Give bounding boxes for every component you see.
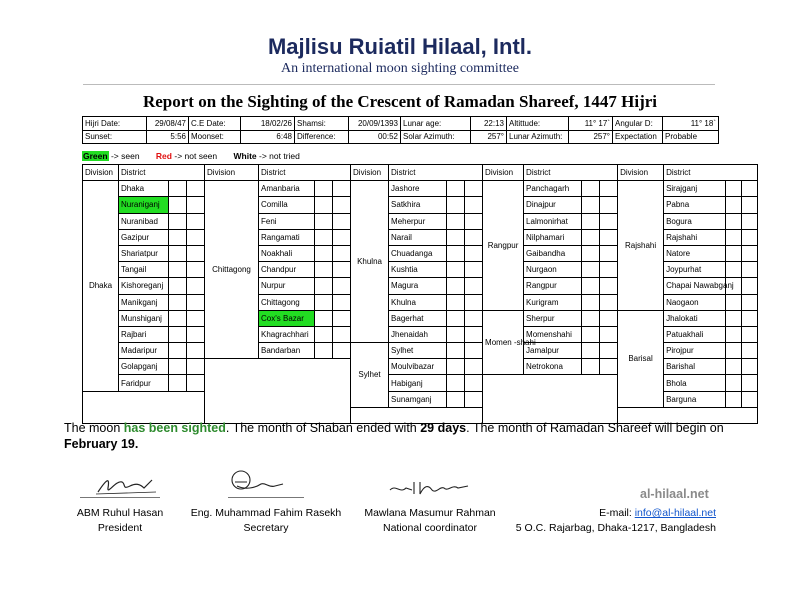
status-box bbox=[315, 343, 333, 359]
header-division: Division bbox=[351, 165, 389, 181]
lunar-age-label: Lunar age: bbox=[401, 117, 471, 131]
status-box bbox=[333, 310, 351, 326]
status-box bbox=[465, 375, 483, 391]
division-rangpur: Rangpur bbox=[483, 181, 524, 311]
status-box bbox=[742, 229, 758, 245]
status-box bbox=[447, 310, 465, 326]
result-statement bbox=[64, 420, 724, 452]
district-cell: Dhaka bbox=[119, 181, 169, 197]
status-box bbox=[582, 213, 600, 229]
status-box bbox=[742, 213, 758, 229]
status-box bbox=[169, 262, 187, 278]
status-box bbox=[582, 181, 600, 197]
status-box bbox=[742, 375, 758, 391]
status-box bbox=[169, 229, 187, 245]
status-box bbox=[742, 278, 758, 294]
status-box bbox=[169, 278, 187, 294]
status-box bbox=[726, 343, 742, 359]
status-box bbox=[187, 229, 205, 245]
legend-red: Red bbox=[155, 151, 172, 161]
status-box bbox=[315, 197, 333, 213]
district-cell: Kurigram bbox=[524, 294, 582, 310]
status-box bbox=[187, 197, 205, 213]
district-cell: Kishoreganj bbox=[119, 278, 169, 294]
status-box bbox=[742, 326, 758, 342]
status-box bbox=[582, 197, 600, 213]
district-cell: Jhenaidah bbox=[389, 326, 447, 342]
status-box bbox=[582, 245, 600, 261]
status-box bbox=[447, 359, 465, 375]
district-cell: Golapganj bbox=[119, 359, 169, 375]
district-cell: Shariatpur bbox=[119, 245, 169, 261]
ce-date-label: C.E Date: bbox=[189, 117, 241, 131]
status-box bbox=[447, 375, 465, 391]
status-box bbox=[742, 359, 758, 375]
email-line bbox=[480, 506, 716, 521]
lunar-azimuth-value: 257° bbox=[569, 130, 613, 144]
status-box bbox=[726, 391, 742, 407]
division-chittagong: Chittagong bbox=[205, 181, 259, 359]
district-cell: Bogura bbox=[664, 213, 726, 229]
district-cell: Dinajpur bbox=[524, 197, 582, 213]
status-box bbox=[465, 262, 483, 278]
hijri-date-label: Hijri Date: bbox=[83, 117, 147, 131]
status-box bbox=[447, 213, 465, 229]
district-cell: Faridpur bbox=[119, 375, 169, 391]
district-cell: Pabna bbox=[664, 197, 726, 213]
district-cell: Chittagong bbox=[259, 294, 315, 310]
legend-white: White bbox=[233, 151, 257, 161]
status-box bbox=[600, 213, 618, 229]
status-box bbox=[465, 278, 483, 294]
sunset-value: 5:56 bbox=[147, 130, 189, 144]
info-row-1 bbox=[83, 117, 719, 131]
status-box bbox=[315, 213, 333, 229]
status-box bbox=[600, 229, 618, 245]
status-box bbox=[726, 229, 742, 245]
status-box bbox=[447, 391, 465, 407]
status-box bbox=[600, 294, 618, 310]
result-date: February 19 bbox=[64, 437, 135, 451]
district-cell: Satkhira bbox=[389, 197, 447, 213]
status-box bbox=[742, 181, 758, 197]
status-box bbox=[465, 245, 483, 261]
signatory-president-role: President bbox=[97, 522, 143, 534]
status-box bbox=[169, 245, 187, 261]
status-box bbox=[447, 343, 465, 359]
division-dhaka: Dhaka bbox=[83, 181, 119, 391]
lunar-azimuth-label: Lunar Azimuth: bbox=[507, 130, 569, 144]
hijri-date-value: 29/08/47 bbox=[147, 117, 189, 131]
district-cell: Habiganj bbox=[389, 375, 447, 391]
status-box bbox=[465, 181, 483, 197]
header-district: District bbox=[664, 165, 758, 181]
district-cell: Khagrachhari bbox=[259, 326, 315, 342]
status-box bbox=[742, 197, 758, 213]
district-cell: Chuadanga bbox=[389, 245, 447, 261]
status-box bbox=[465, 310, 483, 326]
status-box bbox=[169, 359, 187, 375]
status-box bbox=[169, 294, 187, 310]
district-cell: Noakhali bbox=[259, 245, 315, 261]
status-box bbox=[742, 391, 758, 407]
status-box bbox=[333, 278, 351, 294]
organization-subtitle: An international moon sighting committee bbox=[281, 61, 519, 76]
status-box bbox=[600, 262, 618, 278]
signature-line-president bbox=[80, 497, 160, 498]
status-box bbox=[582, 359, 600, 375]
status-box bbox=[582, 294, 600, 310]
district-cell: Rajbari bbox=[119, 326, 169, 342]
angular-distance-value: 11° 18` bbox=[663, 117, 719, 131]
status-box bbox=[465, 294, 483, 310]
status-box bbox=[169, 310, 187, 326]
status-box bbox=[726, 197, 742, 213]
district-cell: Jhalokati bbox=[664, 310, 726, 326]
signatory-president-name: ABM Ruhul Hasan bbox=[76, 507, 164, 519]
district-cell: Madaripur bbox=[119, 343, 169, 359]
signature-secretary bbox=[225, 466, 285, 498]
district-cell: Rangpur bbox=[524, 278, 582, 294]
status-box bbox=[582, 229, 600, 245]
district-cell: Narail bbox=[389, 229, 447, 245]
status-box bbox=[187, 310, 205, 326]
status-box bbox=[187, 262, 205, 278]
status-box bbox=[315, 294, 333, 310]
status-box bbox=[600, 245, 618, 261]
status-box bbox=[465, 326, 483, 342]
division-rajshahi: Rajshahi bbox=[618, 181, 664, 311]
signatory-coordinator-name: Mawlana Masumur Rahman bbox=[364, 507, 496, 519]
header-division: Division bbox=[205, 165, 259, 181]
district-cell: Pirojpur bbox=[664, 343, 726, 359]
district-cell: Manikganj bbox=[119, 294, 169, 310]
expectation-label: Expectation bbox=[613, 130, 663, 144]
district-cell: Meherpur bbox=[389, 213, 447, 229]
astronomical-info-table bbox=[82, 116, 719, 144]
lunar-age-value: 22:13 bbox=[471, 117, 507, 131]
district-cell: Sirajganj bbox=[664, 181, 726, 197]
status-box bbox=[333, 229, 351, 245]
status-box bbox=[333, 213, 351, 229]
district-cell: Khulna bbox=[389, 294, 447, 310]
status-box bbox=[742, 310, 758, 326]
status-box bbox=[187, 294, 205, 310]
status-box bbox=[742, 343, 758, 359]
status-box bbox=[600, 343, 618, 359]
status-box bbox=[726, 245, 742, 261]
signatory-secretary-name: Eng. Muhammad Fahim Rasekh bbox=[190, 507, 342, 519]
header-district: District bbox=[389, 165, 483, 181]
status-box bbox=[333, 326, 351, 342]
table-header-row bbox=[83, 165, 758, 181]
status-box bbox=[315, 326, 333, 342]
signature-president bbox=[92, 470, 162, 500]
status-box bbox=[465, 343, 483, 359]
header-district: District bbox=[119, 165, 205, 181]
district-cell: Lalmonirhat bbox=[524, 213, 582, 229]
status-box bbox=[582, 343, 600, 359]
empty-cell bbox=[205, 359, 351, 424]
status-box bbox=[447, 326, 465, 342]
status-box bbox=[726, 326, 742, 342]
email-label: E-mail: bbox=[599, 507, 635, 519]
status-box bbox=[169, 181, 187, 197]
district-cell: Joypurhat bbox=[664, 262, 726, 278]
status-box bbox=[169, 326, 187, 342]
report-title: Report on the Sighting of the Crescent of Ramadan Shareef, 1447 Hijri bbox=[142, 92, 658, 111]
district-cell: Barishal bbox=[664, 359, 726, 375]
district-cell: Bagerhat bbox=[389, 310, 447, 326]
status-box bbox=[465, 197, 483, 213]
district-cell: Gazipur bbox=[119, 229, 169, 245]
status-box bbox=[726, 262, 742, 278]
district-cell: Kushtia bbox=[389, 262, 447, 278]
status-box bbox=[600, 359, 618, 375]
shamsi-label: Shamsi: bbox=[295, 117, 349, 131]
status-box bbox=[187, 181, 205, 197]
district-cell: Magura bbox=[389, 278, 447, 294]
result-part-3: . The month of Ramadan Shareef will begin on bbox=[466, 421, 724, 435]
district-cell: Nurgaon bbox=[524, 262, 582, 278]
angular-distance-label: Angular D: bbox=[613, 117, 663, 131]
header-district: District bbox=[524, 165, 618, 181]
status-box bbox=[169, 213, 187, 229]
district-cell: Chandpur bbox=[259, 262, 315, 278]
division-mymensingh: Momen -shahi bbox=[483, 310, 524, 375]
district-cell: Nuraniganj bbox=[119, 197, 169, 213]
header-division: Division bbox=[618, 165, 664, 181]
status-box bbox=[447, 197, 465, 213]
moonset-value: 6:48 bbox=[241, 130, 295, 144]
status-box bbox=[582, 326, 600, 342]
status-box bbox=[726, 310, 742, 326]
status-box bbox=[169, 197, 187, 213]
result-part-2: . The month of Shaban ended with bbox=[225, 421, 421, 435]
status-box bbox=[169, 343, 187, 359]
status-box bbox=[582, 262, 600, 278]
district-cell: Gaibandha bbox=[524, 245, 582, 261]
district-cell: Sylhet bbox=[389, 343, 447, 359]
legend-green: Green bbox=[83, 151, 108, 161]
legend-white-text: -> not tried bbox=[259, 151, 300, 161]
division-khulna: Khulna bbox=[351, 181, 389, 343]
status-box bbox=[315, 181, 333, 197]
table-row bbox=[83, 181, 758, 197]
legend bbox=[82, 151, 300, 161]
header-division: Division bbox=[83, 165, 119, 181]
email-link[interactable]: info@al-hilaal.net bbox=[634, 507, 716, 519]
ce-date-value: 18/02/26 bbox=[241, 117, 295, 131]
status-box bbox=[447, 294, 465, 310]
status-box bbox=[726, 181, 742, 197]
difference-label: Difference: bbox=[295, 130, 349, 144]
status-box bbox=[187, 359, 205, 375]
status-box bbox=[187, 326, 205, 342]
signatory-coordinator-role: National coordinator bbox=[383, 522, 477, 534]
status-box bbox=[600, 181, 618, 197]
district-cell: Munshiganj bbox=[119, 310, 169, 326]
header-division: Division bbox=[483, 165, 524, 181]
altitude-label: Altittude: bbox=[507, 117, 569, 131]
status-box bbox=[187, 213, 205, 229]
signature-coordinator bbox=[388, 474, 474, 498]
district-cell: Comilla bbox=[259, 197, 315, 213]
status-box bbox=[465, 359, 483, 375]
status-box bbox=[187, 343, 205, 359]
difference-value: 00:52 bbox=[349, 130, 401, 144]
status-box bbox=[187, 375, 205, 391]
district-cell: Amanbaria bbox=[259, 181, 315, 197]
division-barisal: Barisal bbox=[618, 310, 664, 407]
status-box bbox=[465, 229, 483, 245]
district-cell: Bandarban bbox=[259, 343, 315, 359]
district-cell: Cox's Bazar bbox=[259, 310, 315, 326]
status-box bbox=[600, 197, 618, 213]
district-cell: Tangail bbox=[119, 262, 169, 278]
shamsi-value: 20/09/1393 bbox=[349, 117, 401, 131]
result-part-1: The moon bbox=[64, 421, 124, 435]
table-row bbox=[83, 310, 758, 326]
status-box bbox=[726, 375, 742, 391]
status-box bbox=[742, 262, 758, 278]
status-box bbox=[169, 375, 187, 391]
empty-cell bbox=[83, 391, 205, 423]
status-box bbox=[447, 181, 465, 197]
status-box bbox=[315, 278, 333, 294]
status-box bbox=[600, 310, 618, 326]
district-cell: Rajshahi bbox=[664, 229, 726, 245]
status-box bbox=[600, 326, 618, 342]
status-box bbox=[333, 262, 351, 278]
status-box bbox=[726, 213, 742, 229]
status-box bbox=[582, 310, 600, 326]
legend-green-text: -> seen bbox=[110, 151, 140, 161]
solar-azimuth-label: Solar Azimuth: bbox=[401, 130, 471, 144]
status-box bbox=[742, 294, 758, 310]
district-cell: Bhola bbox=[664, 375, 726, 391]
status-box bbox=[742, 245, 758, 261]
legend-red-text: -> not seen bbox=[174, 151, 218, 161]
solar-azimuth-value: 257° bbox=[471, 130, 507, 144]
status-box bbox=[447, 278, 465, 294]
status-box bbox=[315, 229, 333, 245]
result-days: 29 days bbox=[420, 421, 467, 435]
status-box bbox=[726, 294, 742, 310]
district-cell: Netrokona bbox=[524, 359, 582, 375]
status-box bbox=[465, 391, 483, 407]
district-cell: Rangamati bbox=[259, 229, 315, 245]
district-cell: Nurpur bbox=[259, 278, 315, 294]
sunset-label: Sunset: bbox=[83, 130, 147, 144]
website-label: al-hilaal.net bbox=[640, 487, 709, 501]
district-cell: Nuranibad bbox=[119, 213, 169, 229]
info-row-2 bbox=[83, 130, 719, 144]
result-sighted: has been sighted bbox=[123, 421, 226, 435]
status-box bbox=[447, 262, 465, 278]
status-box bbox=[600, 278, 618, 294]
moonset-label: Moonset: bbox=[189, 130, 241, 144]
contact-info bbox=[480, 506, 716, 536]
status-box bbox=[333, 343, 351, 359]
header-district: District bbox=[259, 165, 351, 181]
result-part-4: . bbox=[134, 437, 139, 451]
district-cell: Jamalpur bbox=[524, 343, 582, 359]
district-cell: Momenshahi bbox=[524, 326, 582, 342]
district-cell: Naogaon bbox=[664, 294, 726, 310]
district-sighting-table bbox=[82, 164, 758, 424]
district-cell: Jashore bbox=[389, 181, 447, 197]
status-box bbox=[315, 245, 333, 261]
empty-cell bbox=[483, 375, 618, 424]
altitude-value: 11° 17` bbox=[569, 117, 613, 131]
district-cell: Sherpur bbox=[524, 310, 582, 326]
signatory-secretary bbox=[182, 506, 350, 536]
status-box bbox=[187, 278, 205, 294]
header-divider bbox=[83, 84, 715, 85]
status-box bbox=[447, 245, 465, 261]
status-box bbox=[447, 229, 465, 245]
address: 5 O.C. Rajarbag, Dhaka-1217, Bangladesh bbox=[515, 522, 716, 534]
status-box bbox=[315, 262, 333, 278]
organization-name: Majlisu Ruiatil Hilaal, Intl. bbox=[267, 34, 533, 59]
status-box bbox=[333, 294, 351, 310]
status-box bbox=[582, 278, 600, 294]
status-box bbox=[333, 181, 351, 197]
district-cell: Patuakhali bbox=[664, 326, 726, 342]
signatory-president bbox=[64, 506, 176, 536]
status-box bbox=[465, 213, 483, 229]
division-sylhet: Sylhet bbox=[351, 343, 389, 408]
district-cell: Chapai Nawabganj bbox=[664, 278, 726, 294]
status-box bbox=[726, 359, 742, 375]
district-cell: Feni bbox=[259, 213, 315, 229]
district-cell: Nilphamari bbox=[524, 229, 582, 245]
district-cell: Panchagarh bbox=[524, 181, 582, 197]
status-box bbox=[187, 245, 205, 261]
district-cell: Moulvibazar bbox=[389, 359, 447, 375]
status-box bbox=[333, 245, 351, 261]
district-cell: Natore bbox=[664, 245, 726, 261]
signature-line-secretary bbox=[228, 497, 304, 498]
status-box bbox=[315, 310, 333, 326]
district-cell: Sunamganj bbox=[389, 391, 447, 407]
status-box bbox=[333, 197, 351, 213]
district-cell: Barguna bbox=[664, 391, 726, 407]
expectation-value: Probable bbox=[663, 130, 719, 144]
signatory-secretary-role: Secretary bbox=[243, 522, 289, 534]
